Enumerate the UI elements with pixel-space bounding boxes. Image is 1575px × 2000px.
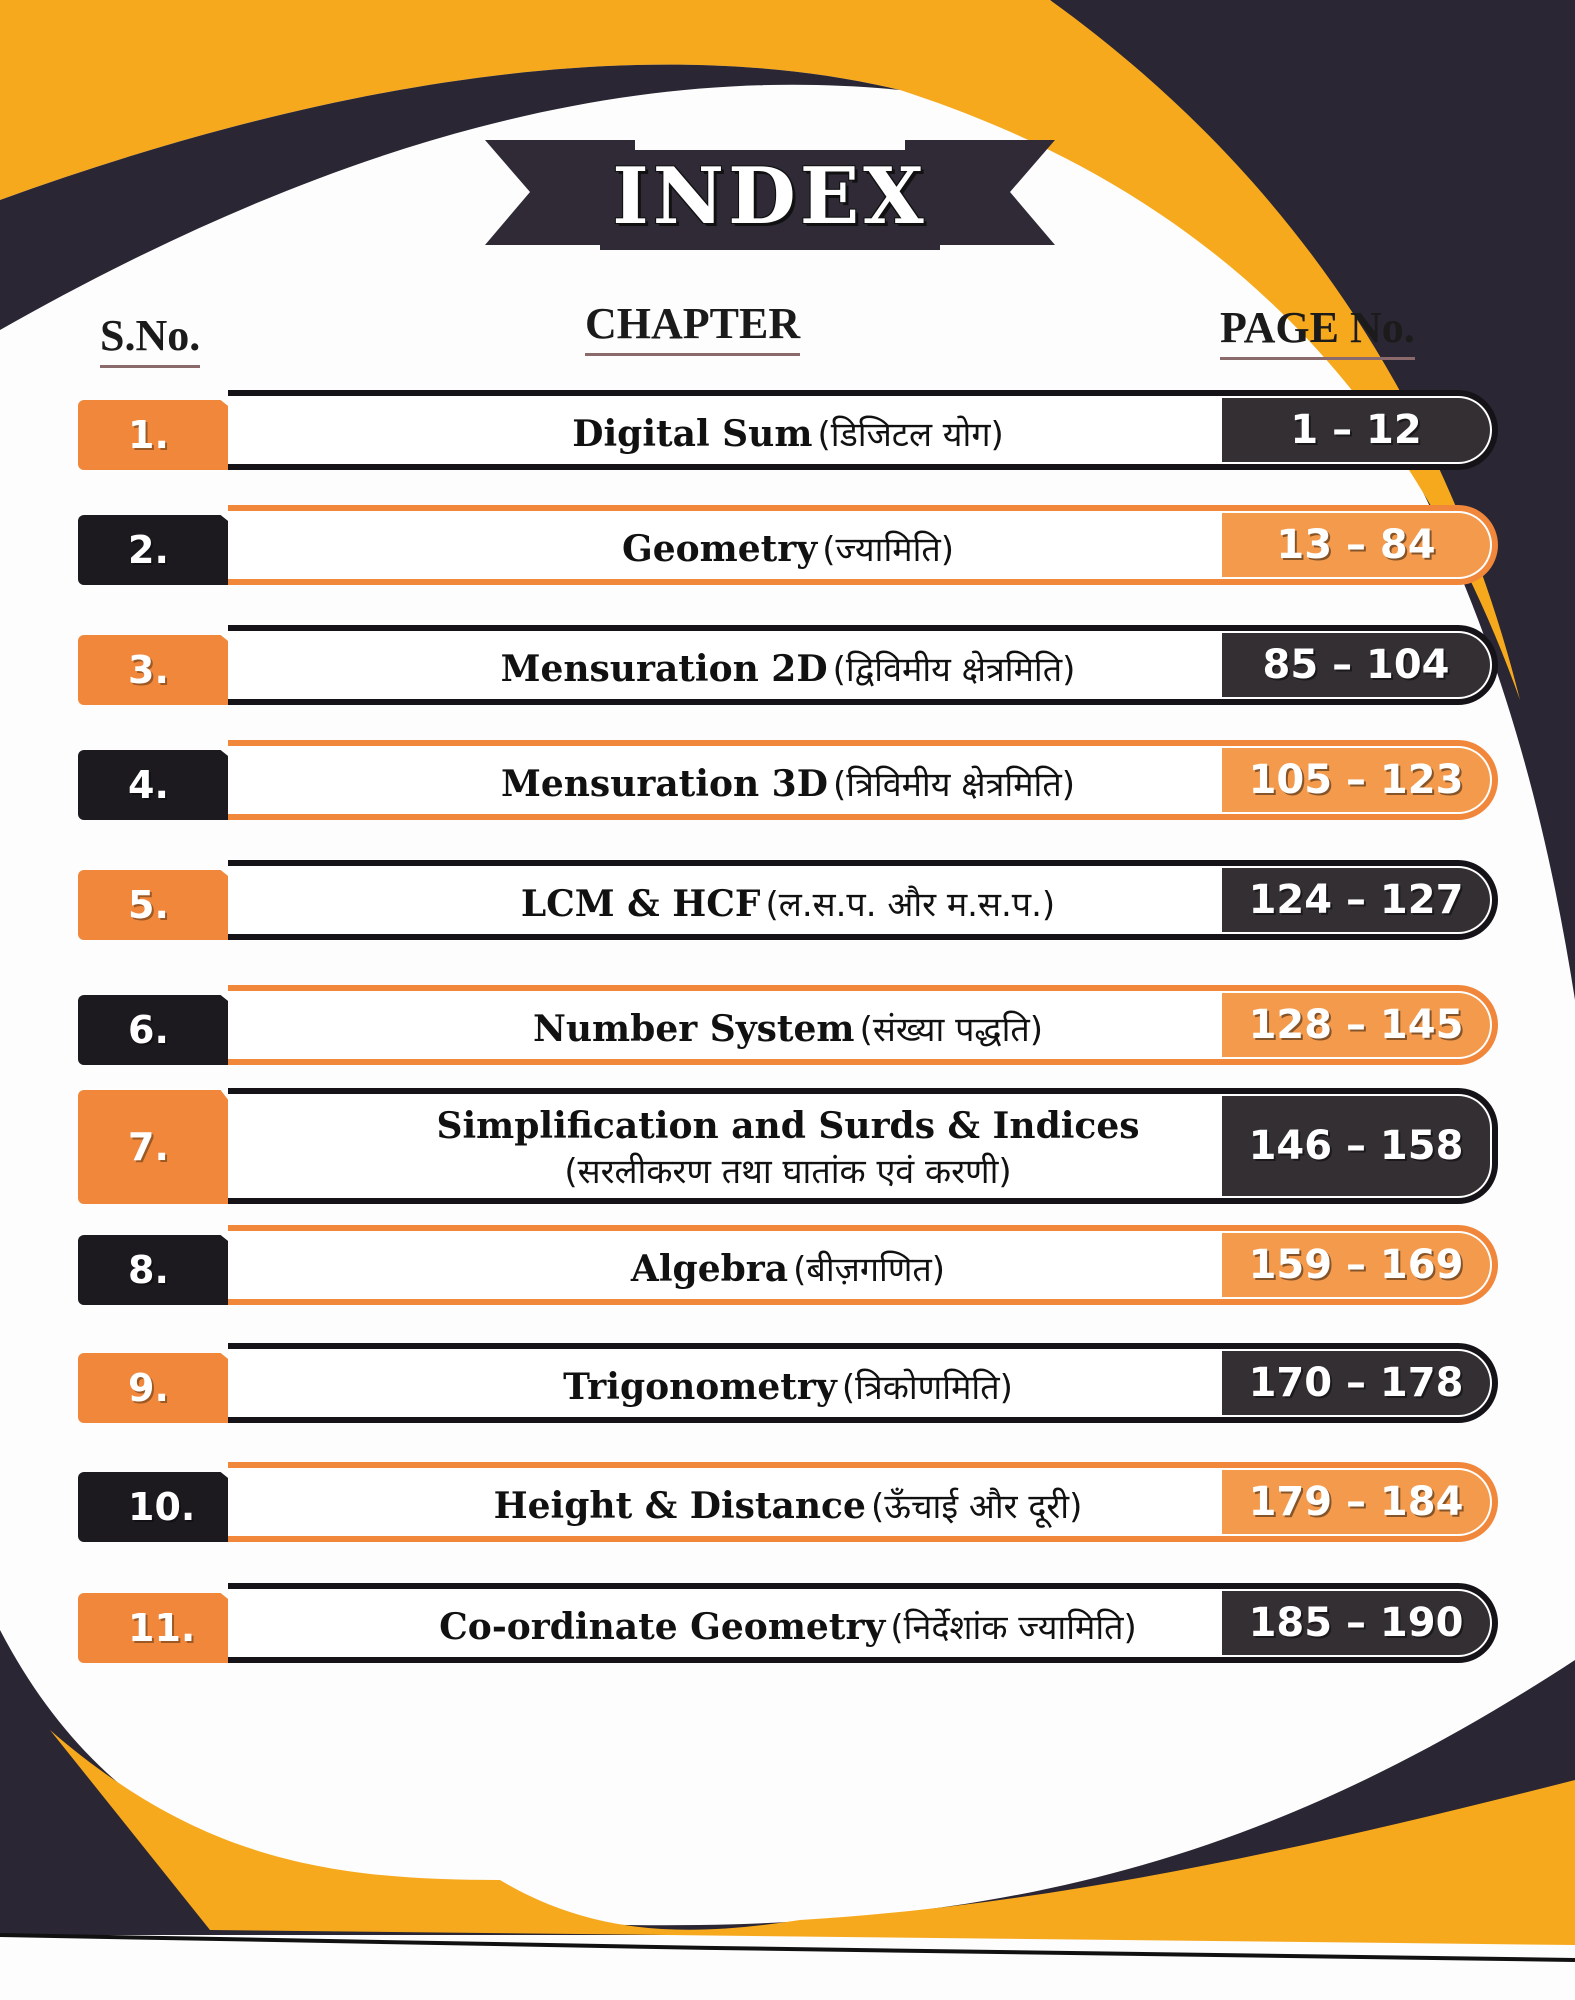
index-row-8[interactable]: [78, 1225, 1498, 1305]
chapter-en: Trigonometry: [563, 1366, 837, 1408]
chapter-title: [298, 991, 1278, 1065]
header-sno: S.No.: [100, 310, 200, 368]
chapter-hi: (त्रिविमीय क्षेत्रमिति): [833, 765, 1075, 805]
chapter-title: [298, 1468, 1278, 1542]
chapter-hi: (सरलीकरण तथा घातांक एवं करणी): [564, 1152, 1012, 1192]
page-range: 85 – 104: [1222, 633, 1490, 697]
chapter-title: [298, 1231, 1278, 1305]
sno: 9.: [128, 1366, 169, 1410]
sno: 1.: [128, 413, 169, 457]
index-row-7[interactable]: [78, 1088, 1498, 1204]
chapter-en: Number System: [532, 1008, 855, 1050]
page-range: 146 – 158: [1222, 1096, 1490, 1196]
page-range: 170 – 178: [1222, 1351, 1490, 1415]
chapter-en: LCM & HCF: [520, 883, 761, 925]
sno: 5.: [128, 883, 169, 927]
chapter-en: Geometry: [621, 528, 818, 570]
chapter-title: [298, 396, 1278, 470]
header-page: PAGE No.: [1220, 302, 1415, 360]
index-row-5[interactable]: [78, 860, 1498, 940]
chapter-hi: (द्विविमीय क्षेत्रमिति): [832, 650, 1076, 690]
chapter-title: [298, 866, 1278, 940]
page-range: 179 – 184: [1222, 1470, 1490, 1534]
page-range: 1 – 12: [1222, 398, 1490, 462]
chapter-title: [298, 746, 1278, 820]
header-chapter: CHAPTER: [585, 298, 800, 356]
chapter-hi: (संख्या पद्धति): [859, 1010, 1044, 1050]
chapter-en: Digital Sum: [572, 413, 813, 455]
page-range: 185 – 190: [1222, 1591, 1490, 1655]
sno: 3.: [128, 648, 169, 692]
sno: 8.: [128, 1248, 169, 1292]
chapter-en: Simplification and Surds & Indices: [436, 1105, 1140, 1147]
chapter-hi: (बीज़गणित): [793, 1250, 946, 1290]
sno: 2.: [128, 528, 169, 572]
page-range: 105 – 123: [1222, 748, 1490, 812]
sno: 10.: [128, 1485, 196, 1529]
page-range: 13 – 84: [1222, 513, 1490, 577]
chapter-title: [298, 1094, 1278, 1204]
chapter-en: Algebra: [630, 1248, 789, 1290]
chapter-title: [298, 1349, 1278, 1423]
index-row-3[interactable]: [78, 625, 1498, 705]
chapter-title: [298, 1589, 1278, 1663]
page-title: INDEX: [612, 150, 928, 242]
sno: 4.: [128, 763, 169, 807]
index-row-2[interactable]: [78, 505, 1498, 585]
chapter-hi: (डिजिटल योग): [817, 415, 1004, 455]
chapter-hi: (ल.स.प. और म.स.प.): [765, 885, 1056, 925]
sno: 7.: [128, 1125, 169, 1169]
chapter-en: Height & Distance: [493, 1485, 866, 1527]
index-row-11[interactable]: [78, 1583, 1498, 1663]
index-row-1[interactable]: [78, 390, 1498, 470]
page-range: 128 – 145: [1222, 993, 1490, 1057]
chapter-en: Mensuration 3D: [501, 763, 828, 805]
index-row-10[interactable]: [78, 1462, 1498, 1542]
chapter-hi: (निर्देशांक ज्यामिति): [890, 1608, 1137, 1648]
sno: 11.: [128, 1606, 196, 1650]
chapter-en: Mensuration 2D: [500, 648, 828, 690]
chapter-hi: (ऊँचाई और दूरी): [870, 1487, 1083, 1527]
chapter-title: [298, 511, 1278, 585]
index-row-4[interactable]: [78, 740, 1498, 820]
page-range: 124 – 127: [1222, 868, 1490, 932]
chapter-hi: (त्रिकोणमिति): [841, 1368, 1013, 1408]
chapter-en: Co-ordinate Geometry: [439, 1606, 886, 1648]
index-row-9[interactable]: [78, 1343, 1498, 1423]
chapter-title: [298, 631, 1278, 705]
chapter-hi: (ज्यामिति): [822, 530, 955, 570]
sno: 6.: [128, 1008, 169, 1052]
page-range: 159 – 169: [1222, 1233, 1490, 1297]
index-row-6[interactable]: [78, 985, 1498, 1065]
